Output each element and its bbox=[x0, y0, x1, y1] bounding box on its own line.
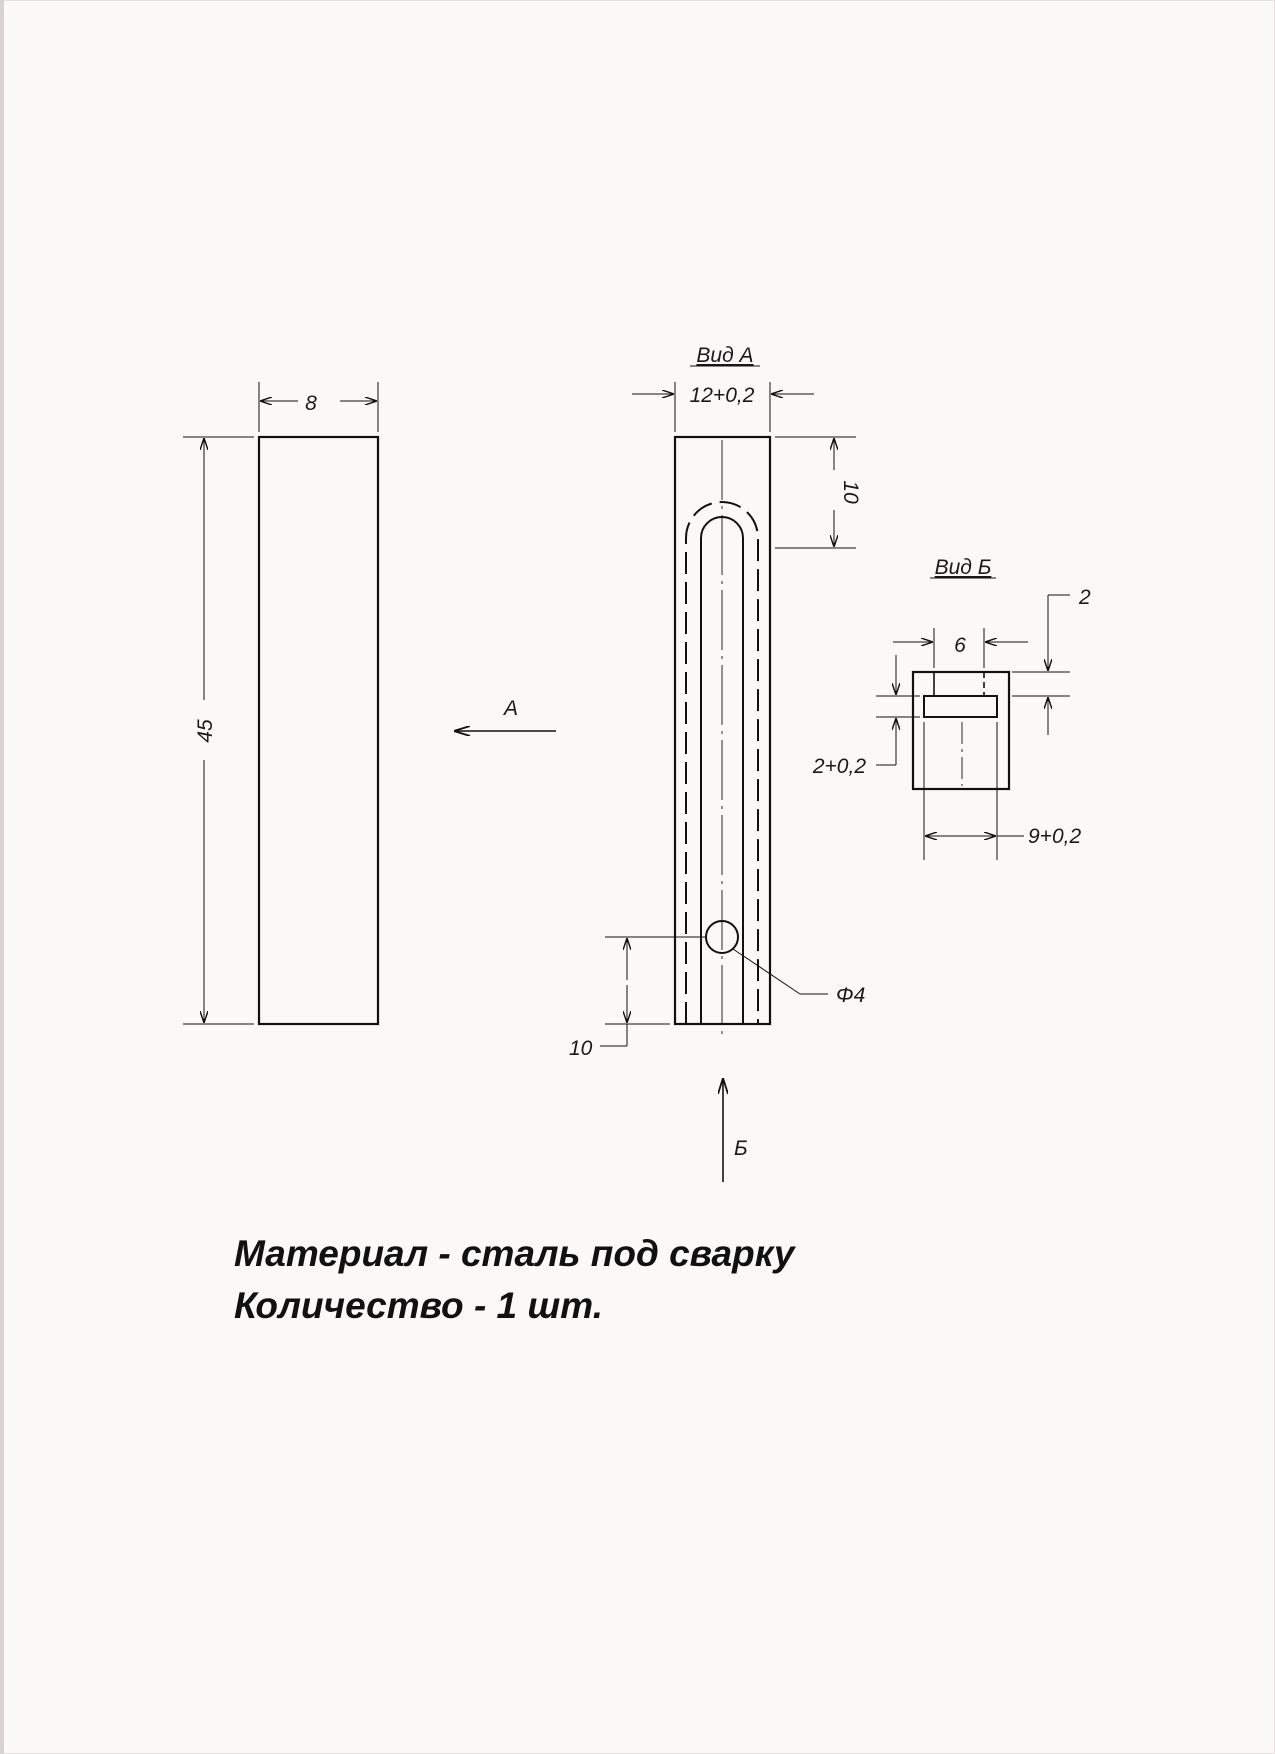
view-a-hole-dim: Φ4 bbox=[836, 984, 866, 1007]
view-b-slot bbox=[924, 696, 997, 717]
left-height-dim: 45 bbox=[194, 719, 217, 743]
view-a-width-dim: 12+0,2 bbox=[689, 384, 755, 407]
view-b-width-dim: 9+0,2 bbox=[1028, 825, 1082, 848]
view-b-top-dim: 2 bbox=[1079, 586, 1091, 609]
view-arrow-b-label: Б bbox=[734, 1137, 748, 1160]
view-arrow-a-label: А bbox=[504, 697, 519, 720]
view-a-top-dim: 10 bbox=[839, 480, 862, 504]
left-width-dim: 8 bbox=[305, 392, 317, 415]
material-note: Материал - сталь под сварку bbox=[234, 1233, 795, 1274]
view-a-title: Вид А bbox=[696, 344, 754, 367]
view-b-outline bbox=[913, 672, 1009, 789]
view-b-slot-width-dim: 6 bbox=[954, 634, 966, 657]
view-arrow-a bbox=[454, 697, 556, 731]
view-b-title: Вид Б bbox=[934, 556, 992, 579]
view-b-depth-dim: 2+0,2 bbox=[812, 755, 866, 778]
notes-block bbox=[234, 1228, 795, 1332]
view-a bbox=[569, 344, 865, 1060]
view-a-bottom-dim: 10 bbox=[569, 1037, 593, 1060]
view-b bbox=[812, 556, 1091, 860]
quantity-note: Количество - 1 шт. bbox=[234, 1285, 603, 1326]
left-view bbox=[183, 382, 378, 1024]
left-view-outline bbox=[259, 437, 378, 1024]
view-arrow-b bbox=[723, 1078, 748, 1182]
